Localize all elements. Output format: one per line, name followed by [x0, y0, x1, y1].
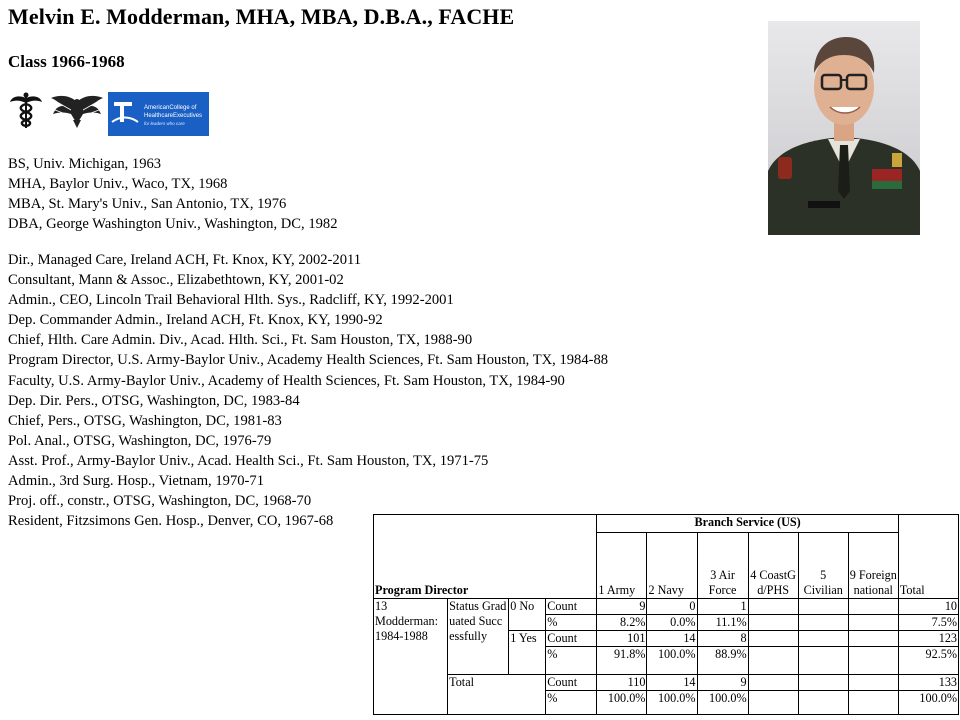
- table-cell: 133: [898, 675, 958, 691]
- table-cell: 0: [647, 599, 697, 615]
- table-cell: 110: [597, 675, 647, 691]
- table-cell: 123: [898, 631, 958, 647]
- table-cell: 100.0%: [647, 647, 697, 675]
- table-cell: 9: [597, 599, 647, 615]
- table-cell: 10: [898, 599, 958, 615]
- class-years: Class 1966-1968: [8, 52, 125, 71]
- table-cell: [848, 675, 898, 691]
- table-cell: [798, 675, 848, 691]
- col-header-army: 1 Army: [597, 533, 647, 599]
- career-item: Dep. Commander Admin., Ireland ACH, Ft. Knox, KY, 1990-92: [8, 312, 383, 329]
- row-header-label: Program Director: [375, 583, 469, 597]
- stat-label: Count: [546, 631, 597, 647]
- table-cell: 8.2%: [597, 615, 647, 631]
- status-cell: Status Graduated Successfully: [448, 599, 509, 675]
- table-cell: [848, 615, 898, 631]
- col-header-total: Total: [898, 515, 958, 599]
- total-row-label: Total: [448, 675, 546, 715]
- table-cell: 101: [597, 631, 647, 647]
- table-cell: 88.9%: [697, 647, 748, 675]
- table-cell: 100.0%: [697, 691, 748, 715]
- table-cell: 91.8%: [597, 647, 647, 675]
- group-no-cell: 0 No: [509, 599, 546, 631]
- stat-label: %: [546, 647, 597, 675]
- career-item: Asst. Prof., Army-Baylor Univ., Acad. Health Sci., Ft. Sam Houston, TX, 1971-75: [8, 452, 489, 469]
- stat-label: Count: [546, 675, 597, 691]
- table-cell: [798, 647, 848, 675]
- ache-logo: [108, 92, 209, 136]
- col-header-civilian: 5 Civilian: [798, 533, 848, 599]
- career-item: Dir., Managed Care, Ireland ACH, Ft. Knox, KY, 2002-2011: [8, 252, 362, 268]
- career-item: Chief, Hlth. Care Admin. Div., Acad. Hlth. Sci., Ft. Sam Houston, TX, 1988-90: [8, 332, 473, 349]
- ache-logo-text-2: HealthcareExecutives: [144, 113, 203, 119]
- table-cell: [798, 615, 848, 631]
- career-item: Resident, Fitzsimons Gen. Hosp., Denver, CO, 1967-68: [8, 513, 334, 530]
- career-item: Consultant, Mann & Assoc., Elizabethtown, KY, 2001-02: [8, 272, 344, 289]
- group-yes-cell: 1 Yes: [509, 631, 546, 675]
- ache-logo-tagline: for leaders who care: [144, 121, 185, 126]
- page-title: Melvin E. Modderman, MHA, MBA, D.B.A., FACHE: [8, 4, 515, 29]
- table-cell: 100.0%: [647, 691, 697, 715]
- director-cell: 13 Modderman: 1984-1988: [374, 599, 448, 715]
- row-header-cell: [374, 515, 597, 599]
- table-cell: [848, 647, 898, 675]
- table-cell: 0.0%: [647, 615, 697, 631]
- career-item: Admin., CEO, Lincoln Trail Behavioral Hlth. Sys., Radcliff, KY, 1992-2001: [8, 292, 454, 309]
- ache-logo-text-1: AmericanCollege of: [144, 105, 197, 111]
- col-header-navy: 2 Navy: [647, 533, 697, 599]
- caduceus-icon: [9, 92, 43, 130]
- table-cell: 9: [697, 675, 748, 691]
- col-header-air-force: 3 Air Force: [697, 533, 748, 599]
- group-header-label: Branch Service (US): [694, 515, 801, 529]
- table-cell: [798, 691, 848, 715]
- career-item: Pol. Anal., OTSG, Washington, DC, 1976-79: [8, 432, 272, 449]
- table-cell: [798, 599, 848, 615]
- table-cell: [798, 631, 848, 647]
- career-item: Admin., 3rd Surg. Hosp., Vietnam, 1970-71: [8, 473, 264, 490]
- career-item: Dep. Dir. Pers., OTSG, Washington, DC, 1983-84: [8, 392, 300, 409]
- education-item: MBA, St. Mary's Univ., San Antonio, TX, 1976: [8, 196, 287, 213]
- career-item: Chief, Pers., OTSG, Washington, DC, 1981-83: [8, 412, 282, 429]
- col-header-coastguard: 4 CoastGd/PHS: [748, 533, 798, 599]
- education-item: DBA, George Washington Univ., Washington, DC, 1982: [8, 216, 338, 233]
- table-cell: [748, 647, 798, 675]
- table-cell: [748, 615, 798, 631]
- stat-label: %: [546, 691, 597, 715]
- table-cell: 1: [697, 599, 748, 615]
- table-cell: [848, 631, 898, 647]
- table-cell: 14: [647, 631, 697, 647]
- table-cell: 92.5%: [898, 647, 958, 675]
- career-list: [8, 250, 608, 531]
- col-header-foreign: 9 Foreign national: [848, 533, 898, 599]
- education-item: BS, Univ. Michigan, 1963: [8, 156, 162, 172]
- group-header-cell: [597, 515, 898, 533]
- portrait-photo: [768, 21, 920, 235]
- career-item: Program Director, U.S. Army-Baylor Univ., Academy Health Sciences, Ft. Sam Houston, TX, 1984-88: [8, 352, 609, 369]
- table-cell: 100.0%: [898, 691, 958, 715]
- table-cell: [848, 599, 898, 615]
- stat-label: Count: [546, 599, 597, 615]
- table-cell: [748, 675, 798, 691]
- education-list: [8, 154, 338, 234]
- table-cell: [748, 631, 798, 647]
- table-cell: 100.0%: [597, 691, 647, 715]
- career-item: Faculty, U.S. Army-Baylor Univ., Academy of Health Sciences, Ft. Sam Houston, TX, 1984-90: [8, 372, 565, 389]
- career-item: Proj. off., constr., OTSG, Washington, DC, 1968-70: [8, 493, 312, 510]
- table-cell: 7.5%: [898, 615, 958, 631]
- table-cell: [748, 691, 798, 715]
- eagle-insignia-icon: [49, 92, 105, 130]
- stat-label: %: [546, 615, 597, 631]
- table-cell: [848, 691, 898, 715]
- table-cell: 8: [697, 631, 748, 647]
- table-cell: 11.1%: [697, 615, 748, 631]
- table-cell: 14: [647, 675, 697, 691]
- branch-service-table: [373, 514, 959, 715]
- education-item: MHA, Baylor Univ., Waco, TX, 1968: [8, 176, 228, 193]
- table-cell: [748, 599, 798, 615]
